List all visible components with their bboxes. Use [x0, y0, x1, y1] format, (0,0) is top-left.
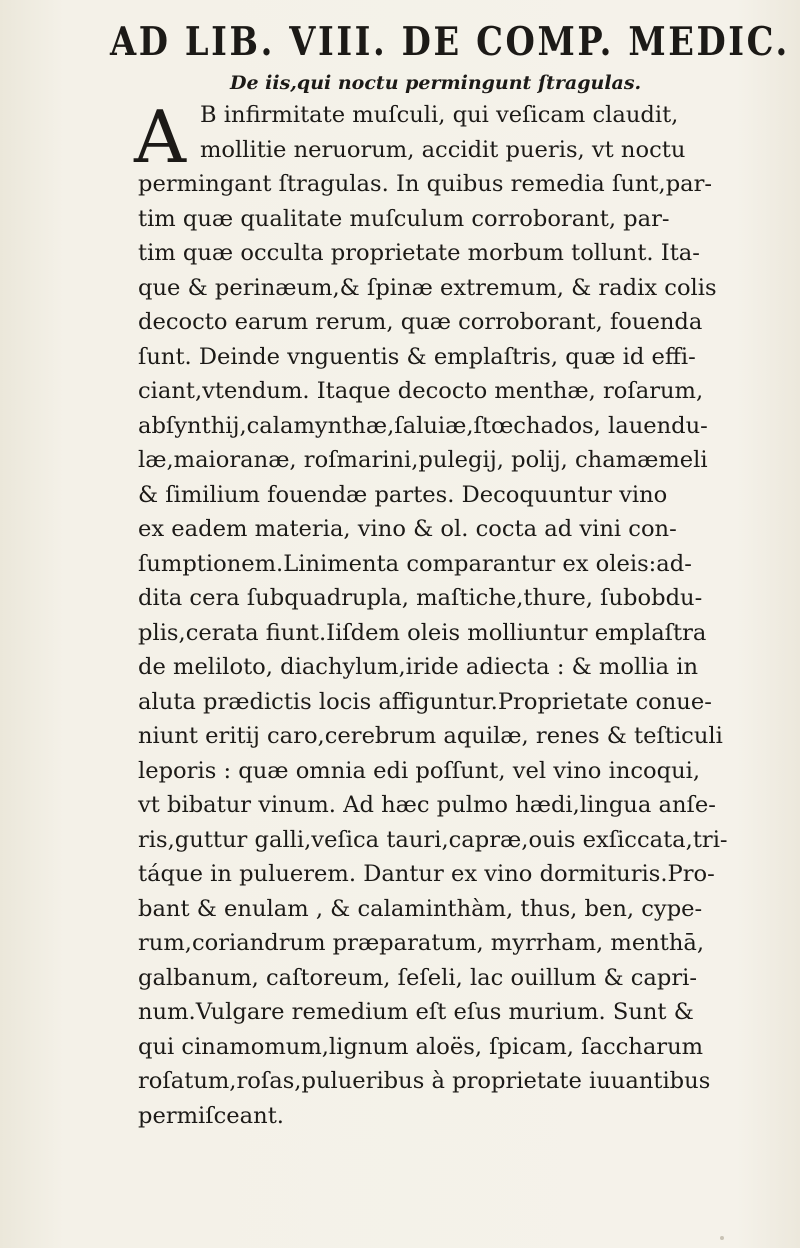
- text-line: ſunt. Deinde vnguentis & emplaſtris, quæ id effi-: [138, 343, 696, 370]
- text-line: læ,maioranæ, roſmarini,pulegij, polij, chamæmeli: [138, 447, 708, 473]
- text-line: niunt eritij caro,cerebrum aquilæ, renes & teſticuli: [138, 723, 723, 749]
- text-line: tim quæ qualitate muſculum corroborant, par-: [138, 205, 670, 232]
- running-header: AD LIB. VIII. DE COMP. MEDIC.: [110, 19, 790, 65]
- text-line: ſumptionem.Linimenta comparantur ex oleis:ad-: [138, 550, 692, 577]
- text-line: leporis : quæ omnia edi poſſunt, vel vino incoqui,: [138, 757, 701, 784]
- text-line: táque in puluerem. Dantur ex vino dormituris.Pro-: [138, 861, 715, 887]
- text-line: ris,guttur galli,veſica tauri,capræ,ouis exſiccata,tri-: [138, 826, 728, 853]
- text-line: que & perinæum,& ſpinæ extremum, & radix colis: [138, 274, 717, 301]
- text-line: mollitie neruorum, accidit pueris, vt noctu: [200, 136, 686, 163]
- text-line: num.Vulgare remedium eſt eſus murium. Sunt &: [138, 999, 694, 1025]
- text-line: bant & enulam , & calaminthàm, thus, ben, cype-: [138, 895, 703, 922]
- body-text: [138, 98, 788, 1133]
- text-line: B infirmitate muſculi, qui veſicam claudit,: [200, 102, 679, 128]
- drop-cap: A: [134, 95, 186, 179]
- text-line: ciant,vtendum. Itaque decocto menthæ, roſarum,: [138, 378, 704, 404]
- text-line: abſynthij,calamynthæ,ſaluiæ,ſtœchados, lauendu-: [138, 412, 708, 439]
- text-line: ex eadem materia, vino & ol. cocta ad vini con-: [138, 516, 677, 542]
- text-line: rum,coriandrum præparatum, myrrham, menthā,: [138, 930, 705, 956]
- text-line: & ſimilium fouendæ partes. Decoquuntur vino: [138, 481, 668, 508]
- text-line: permingant ſtragulas. In quibus remedia ſunt,par-: [138, 171, 713, 197]
- text-line: permiſceant.: [138, 1102, 284, 1129]
- text-line: aluta prædictis locis affiguntur.Proprietate conue-: [138, 688, 712, 715]
- text-line: qui cinamomum,lignum aloës, ſpicam, ſaccharum: [138, 1033, 704, 1060]
- text-line: plis,cerata fiunt.Iiſdem oleis molliuntur emplaſtra: [138, 619, 707, 646]
- paper-speck: [720, 1236, 724, 1240]
- text-line: de meliloto, diachylum,iride adiecta : & mollia in: [138, 654, 699, 680]
- text-line: roſatum,roſas,pulueribus à proprietate iuuantibus: [138, 1068, 711, 1094]
- text-line: tim quæ occulta proprietate morbum tollunt. Ita-: [138, 240, 700, 266]
- section-title: De iis,qui noctu permingunt ſtragulas.: [230, 72, 642, 94]
- text-line: galbanum, caſtoreum, ſeſeli, lac ouillum & capri-: [138, 964, 698, 991]
- text-line: dita cera ſubquadrupla, maſtiche,thure, ſubobdu-: [138, 585, 703, 611]
- text-line: vt bibatur vinum. Ad hæc pulmo hædi,lingua anſe-: [138, 792, 716, 818]
- text-line: decocto earum rerum, quæ corroborant, fouenda: [138, 309, 703, 335]
